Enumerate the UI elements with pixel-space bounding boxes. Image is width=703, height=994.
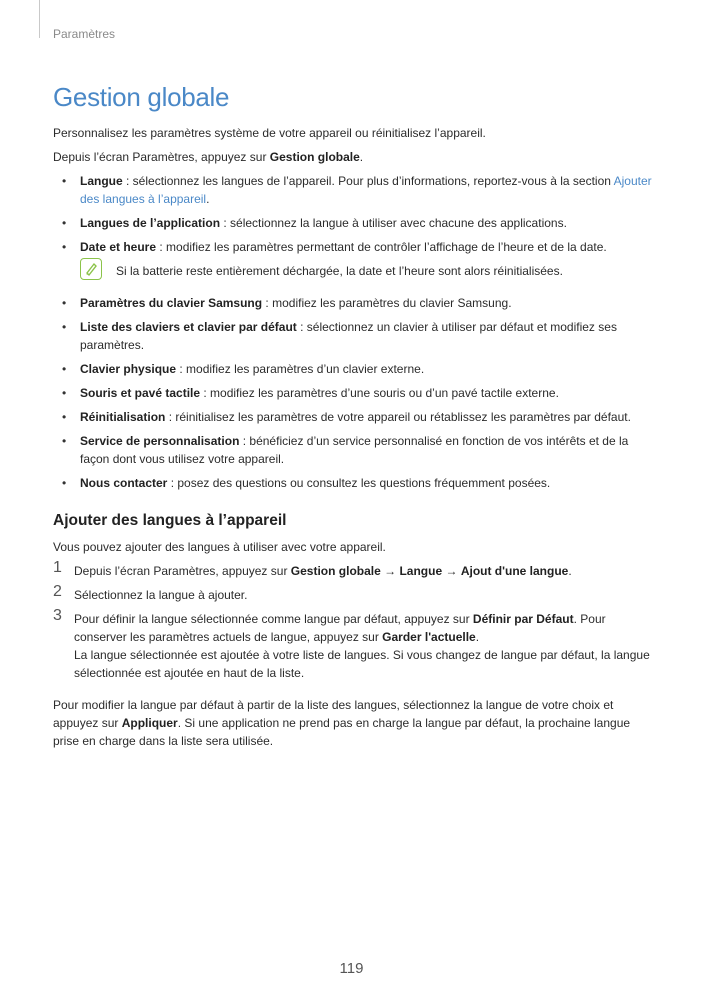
item-term: Langues de l’application [80, 216, 221, 230]
item-description: : réinitialisez les paramètres de votre appareil ou rétablissez les paramètres par défaut. [165, 410, 631, 424]
item-term: Liste des claviers et clavier par défaut [80, 320, 297, 334]
note-text: Si la batterie reste entièrement déchargée, la date et l’heure sont alors réinitialisées. [116, 264, 563, 278]
step-item: 3 Pour définir la langue sélectionnée comme langue par défaut, appuyez sur Définir par Défaut. Pour conserver les paramètres actuels de langue, appuyez sur Garder l'actuelle. La langue sélectionnée est ajoutée à votre liste de langues. Si vous changez de langue par défaut, la langue sélectionnée est ajoutée en haut de la liste. [53, 610, 653, 682]
note-pen-icon [80, 258, 102, 280]
item-description: : sélectionnez la langue à utiliser avec chacune des applications. [220, 216, 567, 230]
item-description: : modifiez les paramètres d’un clavier externe. [176, 362, 425, 376]
item-description: : sélectionnez les langues de l’appareil. Pour plus d’informations, reportez-vous à la section [122, 174, 614, 188]
item-term: Souris et pavé tactile [80, 386, 201, 400]
item-description: : bénéficiez d’un service personnalisé en fonction de vos intérêts et de la façon dont vous utilisez votre appareil. [80, 434, 629, 466]
intro-emphasis: Gestion globale [269, 150, 360, 164]
step-number: 3 [53, 607, 62, 624]
settings-list-continued [53, 294, 653, 492]
item-term: Réinitialisation [80, 410, 166, 424]
intro-instruction: Depuis l’écran Paramètres, appuyez sur Gestion globale. [53, 150, 364, 164]
item-description: : modifiez les paramètres du clavier Samsung. [262, 296, 512, 310]
item-term: Paramètres du clavier Samsung [80, 296, 263, 310]
item-term: Langue [80, 174, 123, 188]
list-item [53, 408, 653, 426]
running-header: Paramètres [53, 27, 116, 41]
list-item [53, 318, 653, 354]
section-heading: Ajouter des langues à l’appareil [53, 512, 287, 529]
step-number: 1 [53, 559, 62, 576]
page-title: Gestion globale [53, 82, 230, 112]
list-item [53, 432, 653, 468]
list-item [53, 214, 653, 232]
item-description: : modifiez les paramètres permettant de contrôler l’affichage de l’heure et de la date. [156, 240, 607, 254]
section-intro: Vous pouvez ajouter des langues à utiliser avec votre appareil. [53, 540, 386, 554]
page-content [53, 124, 653, 756]
page-number: 119 [339, 960, 364, 977]
item-term: Date et heure [80, 240, 157, 254]
step-result: La langue sélectionnée est ajoutée à votre liste de langues. Si vous changez de langue par défaut, la langue sélectionnée est ajoutée en haut de la liste. [74, 648, 650, 680]
step-item: 2 Sélectionnez la langue à ajouter. [53, 583, 248, 602]
list-item [53, 360, 653, 378]
item-description: : modifiez les paramètres d’une souris ou d’un pavé tactile externe. [200, 386, 559, 400]
step-number: 2 [53, 583, 62, 600]
closing-paragraph: Pour modifier la langue par défaut à partir de la liste des langues, sélectionnez la langue de votre choix et appuyez sur Appliquer. Si une application ne prend pas en charge la langue par défaut, la prochaine langue prise en charge dans la liste sera utilisée. [53, 698, 631, 748]
section-link[interactable]: Ajouter des langues à l’appareil [80, 174, 652, 206]
steps-list [53, 559, 653, 682]
list-item [53, 384, 653, 402]
list-item [53, 474, 653, 492]
item-term: Nous contacter [80, 476, 168, 490]
header-divider [39, 0, 40, 38]
list-item: • Langue : sélectionnez les langues de l’appareil. Pour plus d’informations, reportez-vous à la section Ajouter des langues à l’appareil. [53, 172, 653, 208]
note-callout [53, 262, 653, 284]
item-term: Clavier physique [80, 362, 177, 376]
item-description: : posez des questions ou consultez les questions fréquemment posées. [167, 476, 551, 490]
settings-list [53, 172, 653, 256]
item-description: : sélectionnez un clavier à utiliser par défaut et modifiez ses paramètres. [80, 320, 617, 352]
list-item [53, 294, 653, 312]
list-item [53, 238, 653, 256]
item-term: Service de personnalisation [80, 434, 240, 448]
intro-text: Personnalisez les paramètres système de votre appareil ou réinitialisez l’appareil. [53, 126, 486, 140]
step-item: 1 Depuis l’écran Paramètres, appuyez sur Gestion globale → Langue → Ajout d'une langue. [53, 559, 572, 578]
